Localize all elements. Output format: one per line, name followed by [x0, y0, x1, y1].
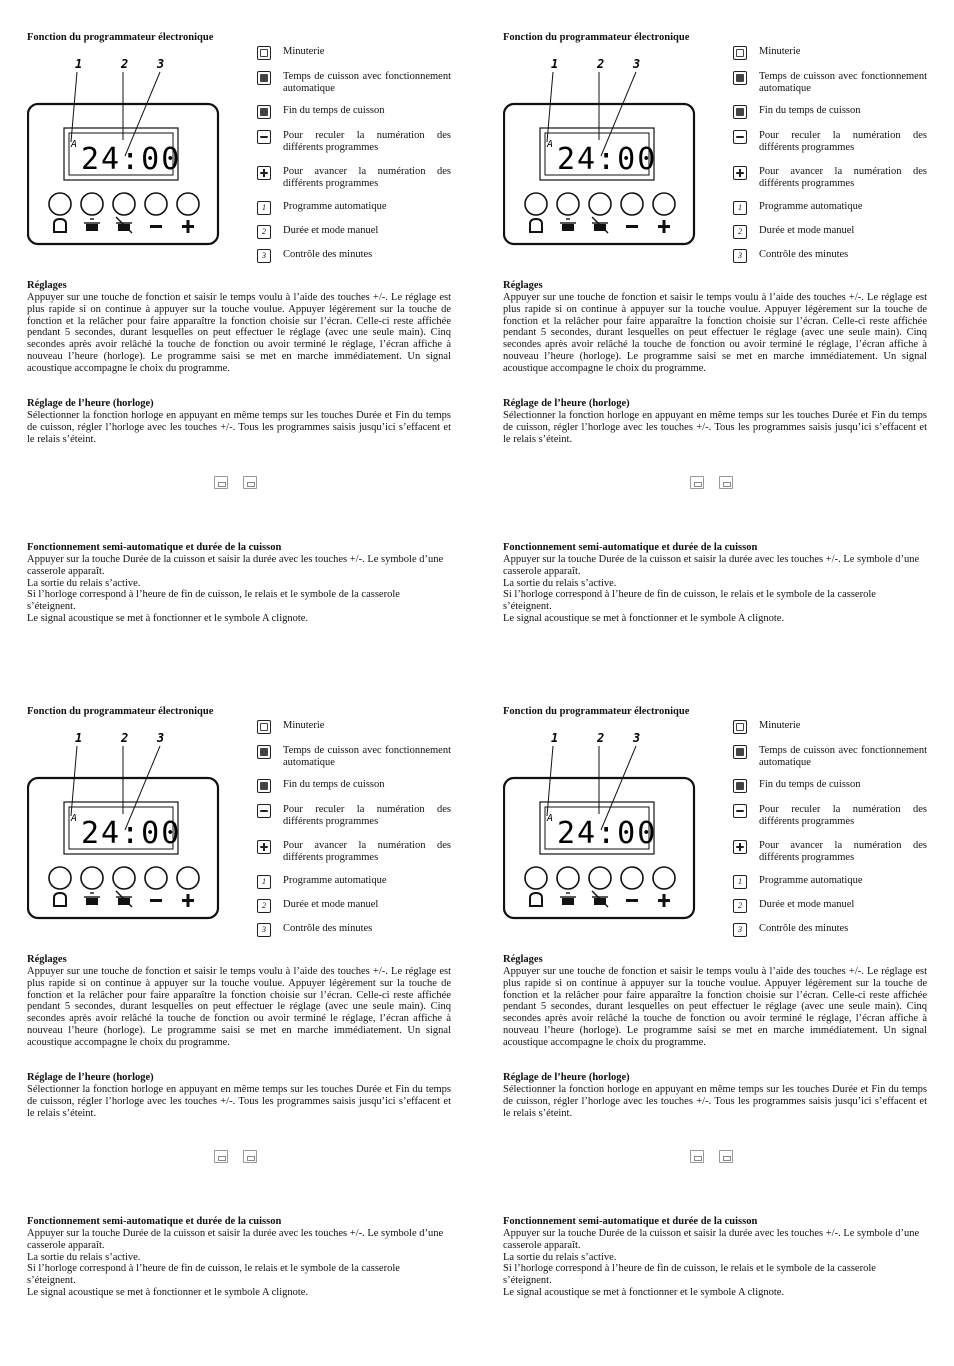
end-pot-icon — [257, 105, 271, 119]
callout-1: 1 — [75, 57, 83, 71]
legend-item-auto — [257, 71, 451, 95]
legend-item-reculer — [257, 804, 451, 828]
key-2-icon: 2 — [733, 225, 747, 239]
semi-auto-heading: Fonctionnement semi-automatique et durée de la cuisson — [27, 1216, 282, 1227]
legend-item-duree — [733, 225, 927, 239]
legend-item-reculer — [733, 804, 927, 828]
minus-key-icon — [733, 804, 747, 818]
key-3-icon: 3 — [257, 923, 271, 937]
minus-icon — [150, 899, 162, 902]
legend-text: Pour reculer la numération des différents programmes — [759, 130, 927, 153]
legend-item-controle — [733, 923, 927, 937]
legend-item-duree — [257, 899, 451, 913]
legend-item-controle — [257, 923, 451, 937]
button-2[interactable] — [557, 867, 579, 889]
button-1[interactable] — [525, 193, 547, 215]
auto-pot-icon — [257, 71, 271, 85]
minuterie-icon — [257, 720, 271, 734]
manual-section — [27, 706, 467, 1366]
legend-text: Minuterie — [759, 46, 801, 57]
button-3[interactable] — [589, 193, 611, 215]
button-1[interactable] — [525, 867, 547, 889]
legend-item-minuterie — [257, 720, 451, 734]
legend-text: Durée et mode manuel — [759, 899, 855, 910]
callout-2: 2 — [121, 731, 129, 745]
quadrant-top-left — [27, 32, 467, 692]
callout-2: 2 — [597, 57, 605, 71]
legend-item-avancer — [257, 840, 451, 864]
plus-key-icon — [257, 166, 271, 180]
minus-key-icon — [257, 804, 271, 818]
legend-item-fin — [257, 779, 451, 793]
plus-key-icon — [733, 166, 747, 180]
legend-item-auto — [733, 745, 927, 769]
semi-auto-body: Appuyer sur la touche Durée de la cuisson et saisir la durée avec les touches +/-. Le symbole d’une casserole apparaît. La sortie du relais s’active. Si l’horloge correspond à l’heure de fin de cuisson, le relais et le symbole de la casserole s’éteignent. Le signal acoustique se met à fonctionner et le symbole A clignote. — [503, 554, 920, 624]
key-1-icon: 1 — [257, 201, 271, 215]
legend-item-programme — [733, 201, 927, 215]
display-marker: A — [547, 139, 554, 150]
minus-icon — [150, 225, 162, 228]
callout-1: 1 — [551, 57, 559, 71]
legend-text: Pour avancer la numération des différents programmes — [759, 840, 927, 863]
key-2-icon: 2 — [257, 899, 271, 913]
pot-crossed-thumb-icon — [719, 1150, 733, 1163]
reglages-body: Appuyer sur une touche de fonction et saisir le temps voulu à l’aide des touches +/-. Le réglage est plus rapide si on continue à appuyer sur la touche voulue. Appuyer légèrement sur la touche de fonction et la relâcher pour faire apparaître la fonction choisie sur l’écran. Celle-ci reste affichée pendant 5 secondes, durant lesquelles on peut effectuer le réglage (avec une seule main). Cinq secondes après avoir relâché la touche de fonction ou avoir terminé le réglage, l’écran affiche à nouveau l’heure (horloge). Le programme saisi se met en marche immédiatement. Un signal acoustique accompagne le choix du programme. — [503, 966, 927, 1048]
display-time: 24:00 — [81, 816, 182, 851]
legend-text: Temps de cuisson avec fonctionnement automatique — [283, 745, 451, 768]
legend-text: Pour avancer la numération des différents programmes — [283, 166, 451, 189]
minus-icon — [626, 899, 638, 902]
auto-pot-icon — [733, 745, 747, 759]
button-3[interactable] — [589, 867, 611, 889]
button-4[interactable] — [145, 193, 167, 215]
button-2[interactable] — [81, 867, 103, 889]
legend-text: Minuterie — [759, 720, 801, 731]
legend-item-auto — [733, 71, 927, 95]
manual-section — [503, 706, 943, 1366]
reglages-heading: Réglages — [27, 954, 67, 965]
legend-item-avancer — [257, 166, 451, 190]
button-5[interactable] — [177, 193, 199, 215]
bell-icon — [530, 893, 542, 906]
pot-icon — [84, 893, 100, 905]
button-row — [49, 193, 199, 215]
plus-icon — [658, 220, 670, 233]
section-title: Fonction du programmateur électronique — [27, 706, 214, 717]
legend-item-auto — [257, 745, 451, 769]
minuterie-icon — [733, 46, 747, 60]
pot-thumb-icon — [690, 476, 704, 489]
button-5[interactable] — [177, 867, 199, 889]
programmer-panel — [27, 730, 227, 940]
minuterie-icon — [733, 720, 747, 734]
legend-text: Programme automatique — [283, 875, 387, 886]
legend-item-fin — [733, 105, 927, 119]
button-1[interactable] — [49, 193, 71, 215]
button-2[interactable] — [81, 193, 103, 215]
key-2-icon: 2 — [733, 899, 747, 913]
minus-icon — [626, 225, 638, 228]
plus-key-icon — [733, 840, 747, 854]
horloge-heading: Réglage de l’heure (horloge) — [503, 1072, 630, 1083]
callout-3: 3 — [157, 731, 165, 745]
pot-crossed-icon — [116, 891, 132, 907]
button-3[interactable] — [113, 867, 135, 889]
reglages-body: Appuyer sur une touche de fonction et saisir le temps voulu à l’aide des touches +/-. Le réglage est plus rapide si on continue à appuyer sur la touche voulue. Appuyer légèrement sur la touche de fonction et la relâcher pour faire apparaître la fonction choisie sur l’écran. Celle-ci reste affichée pendant 5 secondes, durant lesquelles on peut effectuer le réglage (avec une seule main). Cinq secondes après avoir relâché la touche de fonction ou avoir terminé le réglage, l’écran affiche à nouveau l’heure (horloge). Le programme saisi se met en marche immédiatement. Un signal acoustique accompagne le choix du programme. — [27, 292, 451, 374]
legend-text: Minuterie — [283, 46, 325, 57]
legend-text: Pour avancer la numération des différents programmes — [759, 166, 927, 189]
programmer-panel — [503, 730, 703, 940]
legend-item-minuterie — [733, 46, 927, 60]
plus-icon — [182, 220, 194, 233]
key-1-icon: 1 — [257, 875, 271, 889]
key-3-icon: 3 — [733, 923, 747, 937]
button-2[interactable] — [557, 193, 579, 215]
bell-icon — [54, 893, 66, 906]
display-marker: A — [71, 139, 78, 150]
legend-text: Pour avancer la numération des différents programmes — [283, 840, 451, 863]
reglages-body: Appuyer sur une touche de fonction et saisir le temps voulu à l’aide des touches +/-. Le réglage est plus rapide si on continue à appuyer sur la touche voulue. Appuyer légèrement sur la touche de fonction et la relâcher pour faire apparaître la fonction choisie sur l’écran. Celle-ci reste affichée pendant 5 secondes, durant lesquelles on peut effectuer le réglage (avec une seule main). Cinq secondes après avoir relâché la touche de fonction ou avoir terminé le réglage, l’écran affiche à nouveau l’heure (horloge). Le programme saisi se met en marche immédiatement. Un signal acoustique accompagne le choix du programme. — [27, 966, 451, 1048]
pot-crossed-icon — [116, 217, 132, 233]
semi-auto-heading: Fonctionnement semi-automatique et durée de la cuisson — [503, 1216, 758, 1227]
legend-text: Pour reculer la numération des différents programmes — [283, 804, 451, 827]
legend-item-reculer — [257, 130, 451, 154]
button-4[interactable] — [145, 867, 167, 889]
pot-crossed-thumb-icon — [243, 476, 257, 489]
end-pot-icon — [257, 779, 271, 793]
legend-text: Pour reculer la numération des différents programmes — [759, 804, 927, 827]
legend-text: Durée et mode manuel — [759, 225, 855, 236]
minus-key-icon — [733, 130, 747, 144]
legend-item-avancer — [733, 840, 927, 864]
key-1-icon: 1 — [733, 201, 747, 215]
callout-3: 3 — [633, 731, 641, 745]
display-marker: A — [547, 813, 554, 824]
key-1-icon: 1 — [733, 875, 747, 889]
pot-crossed-icon — [592, 217, 608, 233]
button-4[interactable] — [621, 193, 643, 215]
section-title: Fonction du programmateur électronique — [27, 32, 214, 43]
pot-icon — [84, 219, 100, 231]
quadrant-top-right — [503, 32, 943, 692]
reglages-heading: Réglages — [503, 280, 543, 291]
semi-auto-heading: Fonctionnement semi-automatique et durée de la cuisson — [27, 542, 282, 553]
legend-text: Temps de cuisson avec fonctionnement automatique — [759, 71, 927, 94]
button-1[interactable] — [49, 867, 71, 889]
legend-text: Programme automatique — [283, 201, 387, 212]
pot-crossed-icon — [592, 891, 608, 907]
semi-auto-body: Appuyer sur la touche Durée de la cuisson et saisir la durée avec les touches +/-. Le symbole d’une casserole apparaît. La sortie du relais s’active. Si l’horloge correspond à l’heure de fin de cuisson, le relais et le symbole de la casserole s’éteignent. Le signal acoustique se met à fonctionner et le symbole A clignote. — [503, 1228, 920, 1298]
legend-item-avancer — [733, 166, 927, 190]
horloge-body: Sélectionner la fonction horloge en appuyant en même temps sur les touches Durée et Fin du temps de cuisson, régler l’horloge avec les touches +/-. Tous les programmes saisis jusqu’ici s’effacent et le relais s’éteint. — [503, 1084, 927, 1119]
legend-item-fin — [733, 779, 927, 793]
plus-key-icon — [257, 840, 271, 854]
callout-3: 3 — [633, 57, 641, 71]
programmer-panel — [503, 56, 703, 266]
legend-item-programme — [733, 875, 927, 889]
callout-1: 1 — [75, 731, 83, 745]
reglages-body: Appuyer sur une touche de fonction et saisir le temps voulu à l’aide des touches +/-. Le réglage est plus rapide si on continue à appuyer sur la touche voulue. Appuyer légèrement sur la touche de fonction et la relâcher pour faire apparaître la fonction choisie sur l’écran. Celle-ci reste affichée pendant 5 secondes, durant lesquelles on peut effectuer le réglage (avec une seule main). Cinq secondes après avoir relâché la touche de fonction ou avoir terminé le réglage, l’écran affiche à nouveau l’heure (horloge). Le programme saisi se met en marche immédiatement. Un signal acoustique accompagne le choix du programme. — [503, 292, 927, 374]
horloge-heading: Réglage de l’heure (horloge) — [27, 398, 154, 409]
auto-pot-icon — [733, 71, 747, 85]
reglages-heading: Réglages — [503, 954, 543, 965]
legend-text: Temps de cuisson avec fonctionnement automatique — [283, 71, 451, 94]
quadrant-bottom-left — [27, 706, 467, 1366]
legend-text: Fin du temps de cuisson — [283, 105, 385, 116]
end-pot-icon — [733, 105, 747, 119]
legend-item-controle — [733, 249, 927, 263]
section-title: Fonction du programmateur électronique — [503, 706, 690, 717]
section-title: Fonction du programmateur électronique — [503, 32, 690, 43]
minus-key-icon — [257, 130, 271, 144]
callout-2: 2 — [121, 57, 129, 71]
bell-icon — [54, 219, 66, 232]
button-row — [525, 193, 675, 215]
legend-item-programme — [257, 875, 451, 889]
legend-text: Contrôle des minutes — [759, 249, 849, 260]
button-3[interactable] — [113, 193, 135, 215]
quadrant-bottom-right — [503, 706, 943, 1366]
button-5[interactable] — [653, 193, 675, 215]
auto-pot-icon — [257, 745, 271, 759]
bell-icon — [530, 219, 542, 232]
callout-1: 1 — [551, 731, 559, 745]
legend-text: Contrôle des minutes — [283, 249, 373, 260]
legend-item-reculer — [733, 130, 927, 154]
horloge-body: Sélectionner la fonction horloge en appuyant en même temps sur les touches Durée et Fin du temps de cuisson, régler l’horloge avec les touches +/-. Tous les programmes saisis jusqu’ici s’effacent et le relais s’éteint. — [27, 410, 451, 445]
button-4[interactable] — [621, 867, 643, 889]
legend-text: Programme automatique — [759, 201, 863, 212]
pot-icon — [560, 219, 576, 231]
horloge-body: Sélectionner la fonction horloge en appuyant en même temps sur les touches Durée et Fin du temps de cuisson, régler l’horloge avec les touches +/-. Tous les programmes saisis jusqu’ici s’effacent et le relais s’éteint. — [503, 410, 927, 445]
programmer-panel — [27, 56, 227, 266]
legend-text: Programme automatique — [759, 875, 863, 886]
legend-text: Contrôle des minutes — [759, 923, 849, 934]
manual-section — [503, 32, 943, 692]
display-time: 24:00 — [557, 142, 658, 177]
button-5[interactable] — [653, 867, 675, 889]
legend-text: Durée et mode manuel — [283, 225, 379, 236]
pot-thumb-icon — [214, 476, 228, 489]
horloge-body: Sélectionner la fonction horloge en appuyant en même temps sur les touches Durée et Fin du temps de cuisson, régler l’horloge avec les touches +/-. Tous les programmes saisis jusqu’ici s’effacent et le relais s’éteint. — [27, 1084, 451, 1119]
key-3-icon: 3 — [733, 249, 747, 263]
legend-item-duree — [733, 899, 927, 913]
legend-text: Temps de cuisson avec fonctionnement automatique — [759, 745, 927, 768]
legend-item-minuterie — [733, 720, 927, 734]
legend-item-fin — [257, 105, 451, 119]
legend-text: Fin du temps de cuisson — [759, 105, 861, 116]
legend-text: Fin du temps de cuisson — [759, 779, 861, 790]
pot-crossed-thumb-icon — [719, 476, 733, 489]
legend-item-duree — [257, 225, 451, 239]
manual-section — [27, 32, 467, 692]
key-2-icon: 2 — [257, 225, 271, 239]
horloge-heading: Réglage de l’heure (horloge) — [503, 398, 630, 409]
semi-auto-body: Appuyer sur la touche Durée de la cuisson et saisir la durée avec les touches +/-. Le symbole d’une casserole apparaît. La sortie du relais s’active. Si l’horloge correspond à l’heure de fin de cuisson, le relais et le symbole de la casserole s’éteignent. Le signal acoustique se met à fonctionner et le symbole A clignote. — [27, 554, 444, 624]
semi-auto-heading: Fonctionnement semi-automatique et durée de la cuisson — [503, 542, 758, 553]
key-3-icon: 3 — [257, 249, 271, 263]
display-time: 24:00 — [557, 816, 658, 851]
reglages-heading: Réglages — [27, 280, 67, 291]
pot-thumb-icon — [214, 1150, 228, 1163]
legend-item-minuterie — [257, 46, 451, 60]
legend-text: Fin du temps de cuisson — [283, 779, 385, 790]
minuterie-icon — [257, 46, 271, 60]
pot-icon — [560, 893, 576, 905]
callout-3: 3 — [157, 57, 165, 71]
legend-text: Contrôle des minutes — [283, 923, 373, 934]
legend-item-controle — [257, 249, 451, 263]
legend-text: Pour reculer la numération des différents programmes — [283, 130, 451, 153]
semi-auto-body: Appuyer sur la touche Durée de la cuisson et saisir la durée avec les touches +/-. Le symbole d’une casserole apparaît. La sortie du relais s’active. Si l’horloge correspond à l’heure de fin de cuisson, le relais et le symbole de la casserole s’éteignent. Le signal acoustique se met à fonctionner et le symbole A clignote. — [27, 1228, 444, 1298]
legend-text: Durée et mode manuel — [283, 899, 379, 910]
callout-2: 2 — [597, 731, 605, 745]
button-row — [525, 867, 675, 889]
plus-icon — [182, 894, 194, 907]
horloge-heading: Réglage de l’heure (horloge) — [27, 1072, 154, 1083]
display-time: 24:00 — [81, 142, 182, 177]
end-pot-icon — [733, 779, 747, 793]
legend-text: Minuterie — [283, 720, 325, 731]
plus-icon — [658, 894, 670, 907]
pot-thumb-icon — [690, 1150, 704, 1163]
button-row — [49, 867, 199, 889]
pot-crossed-thumb-icon — [243, 1150, 257, 1163]
legend-item-programme — [257, 201, 451, 215]
display-marker: A — [71, 813, 78, 824]
